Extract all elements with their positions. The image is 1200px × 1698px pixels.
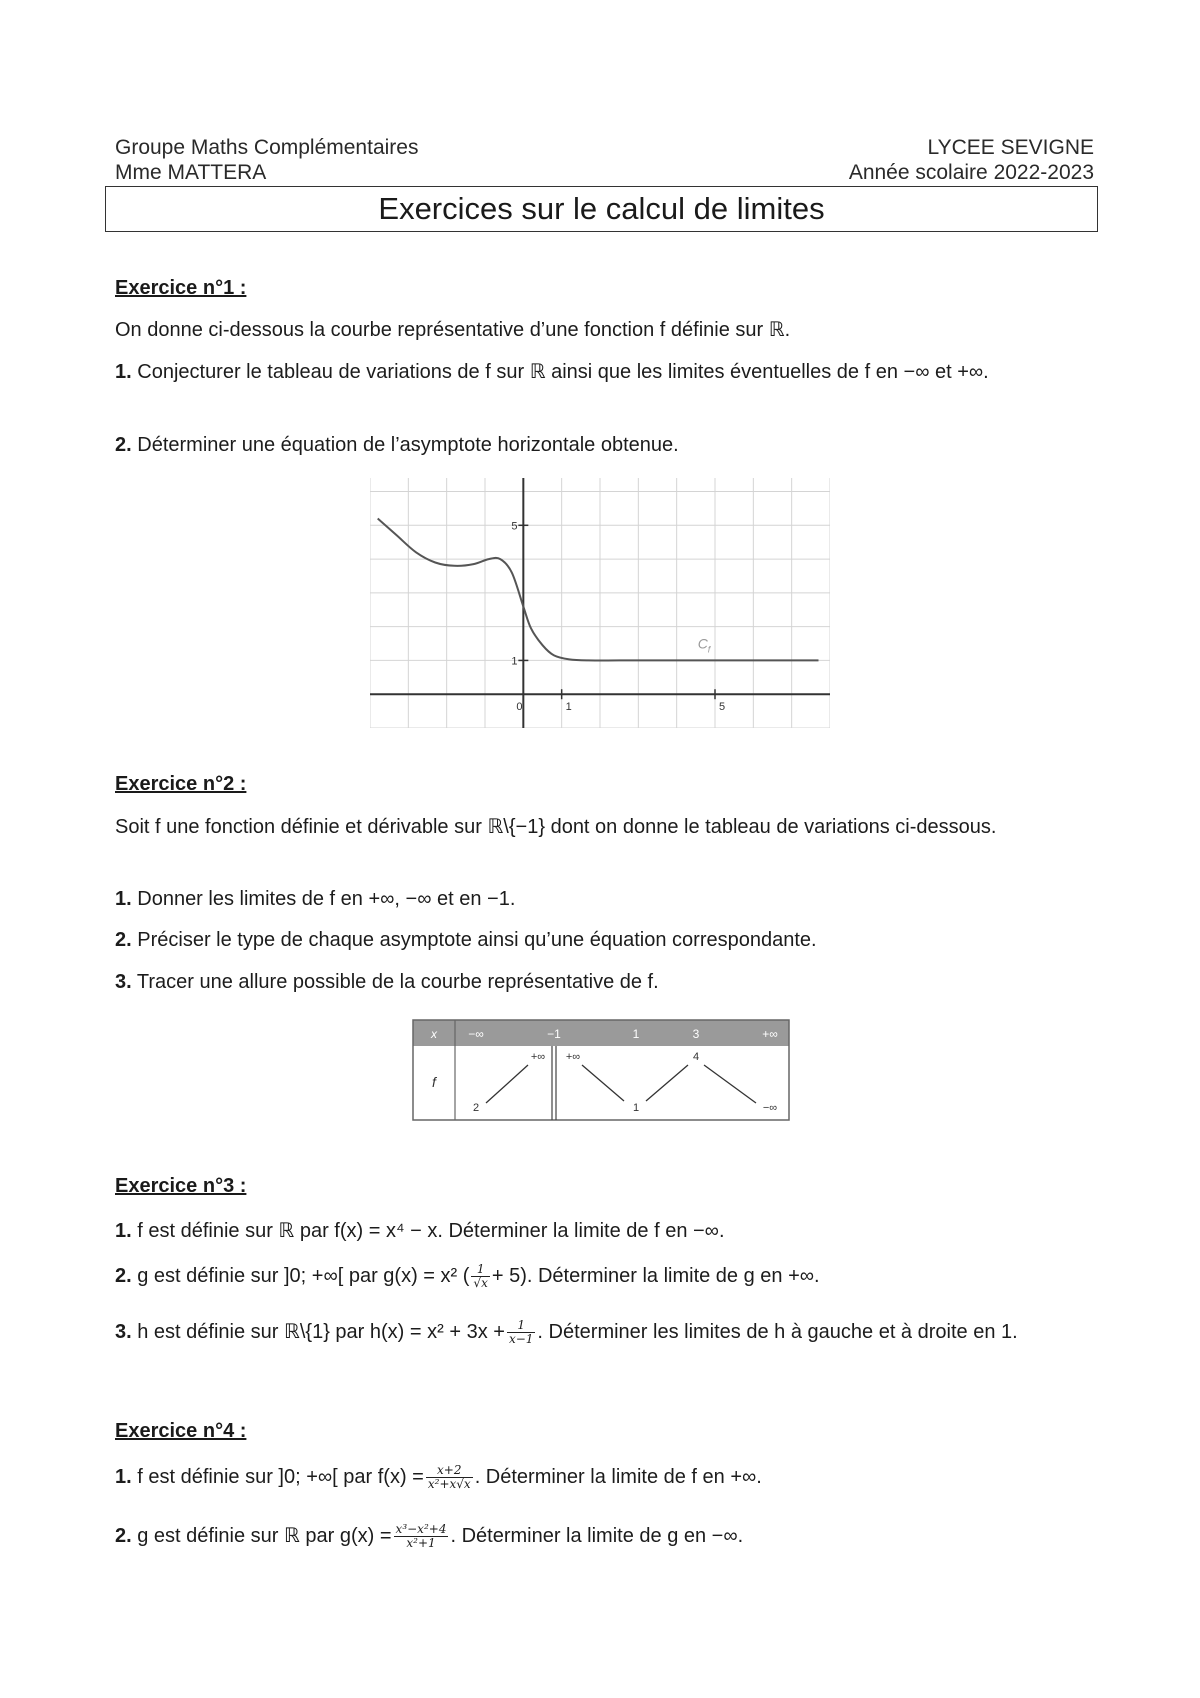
x-value-plus-infinity: +∞: [762, 1027, 778, 1041]
ex1-q1-number: 1.: [115, 361, 132, 383]
ex3-q3-text-b: . Déterminer les limites de h à gauche et à droite en 1.: [537, 1321, 1018, 1343]
ex3-q1-number: 1.: [115, 1220, 132, 1242]
x-value-three: 3: [692, 1027, 700, 1041]
ex4-title: Exercice n°4 :: [115, 1420, 247, 1442]
group-name: Groupe Maths Complémentaires: [115, 136, 419, 159]
ex2-q1-number: 1.: [115, 888, 132, 910]
variation-table-x-label: x: [431, 1027, 437, 1041]
f-value-4: 4: [692, 1051, 700, 1063]
x-value-minus-one: −1: [547, 1027, 561, 1041]
ex3-q3-fraction-numerator: 1: [507, 1319, 535, 1333]
x-value-one: 1: [632, 1027, 640, 1041]
ex2-title: Exercice n°2 :: [115, 773, 247, 795]
arrow-decreasing-2: [704, 1065, 756, 1103]
ex2-q3-number: 3.: [115, 971, 132, 993]
ex3-title: Exercice n°3 :: [115, 1175, 247, 1197]
curve-label: C: [697, 635, 708, 652]
ex2-question-3: [115, 968, 1095, 996]
ex3-q3-fraction: [507, 1319, 535, 1346]
ex3-q3-text-a: h est définie sur ℝ\{1} par h(x) = x² + 3x +: [137, 1321, 505, 1343]
y-tick-label: 1: [511, 655, 518, 668]
ex4-q2-text-b: . Déterminer la limite de g en −∞.: [450, 1525, 744, 1547]
page-title-box: [105, 186, 1098, 232]
ex4-q1-fraction-denominator: x²+x√x: [427, 1477, 471, 1492]
f-value-2: 2: [472, 1102, 480, 1114]
x-value-minus-infinity: −∞: [468, 1027, 484, 1041]
f-value-plus-infinity-right: +∞: [565, 1051, 581, 1063]
ex4-q1-text-a: f est définie sur ]0; +∞[ par f(x) =: [137, 1466, 424, 1488]
ex4-q1-text-b: . Déterminer la limite de f en +∞.: [474, 1466, 762, 1488]
ex4-q1-number: 1.: [115, 1466, 132, 1488]
ex2-q2-text: Préciser le type de chaque asymptote ainsi qu’une équation correspondante.: [137, 929, 817, 951]
ex1-title: Exercice n°1 :: [115, 277, 247, 299]
variation-table: [412, 1019, 790, 1121]
ex3-question-1: [115, 1217, 1095, 1245]
teacher-name: Mme MATTERA: [115, 161, 267, 184]
ex2-question-1: [115, 885, 1095, 913]
page-title: Exercices sur le calcul de limites: [378, 191, 825, 226]
ex3-q2-number: 2.: [115, 1265, 132, 1287]
ex3-q2-text-b: + 5). Déterminer la limite de g en +∞.: [491, 1265, 820, 1287]
y-tick-label: 5: [511, 520, 518, 533]
ex1-q2-number: 2.: [115, 434, 132, 456]
ex3-q2-fraction-denominator: √x: [473, 1276, 488, 1291]
school-year: Année scolaire 2022-2023: [848, 161, 1094, 184]
ex2-q2-number: 2.: [115, 929, 132, 951]
f-value-plus-infinity-left: +∞: [530, 1051, 546, 1063]
ex3-question-3: [115, 1318, 1055, 1346]
arrow-increasing-1: [486, 1065, 528, 1103]
ex1-q1-text: Conjecturer le tableau de variations de f sur ℝ ainsi que les limites éventuelles de f en −∞ et +∞.: [137, 361, 989, 383]
ex4-q1-fraction: [426, 1464, 473, 1491]
arrow-decreasing-1: [582, 1065, 624, 1101]
x-tick-label: 5: [719, 701, 726, 714]
ex3-q1-text: f est définie sur ℝ par f(x) = x⁴ − x. Déterminer la limite de f en −∞.: [137, 1220, 725, 1242]
ex4-q2-fraction-numerator: x³−x²+4: [395, 1522, 447, 1537]
ex3-q2-text-a: g est définie sur ]0; +∞[ par g(x) = x² (: [137, 1265, 470, 1287]
ex4-q2-number: 2.: [115, 1525, 132, 1547]
ex3-q2-fraction: [471, 1263, 489, 1290]
ex2-question-2: [115, 926, 1095, 954]
ex1-question-2: [115, 431, 1095, 459]
ex4-question-1: [115, 1463, 1095, 1491]
variation-table-f-label: f: [432, 1074, 436, 1090]
ex1-q2-text: Déterminer une équation de l’asymptote horizontale obtenue.: [137, 434, 679, 456]
school-name: LYCEE SEVIGNE: [927, 136, 1094, 159]
ex3-question-2: [115, 1262, 1095, 1290]
x-tick-label: 1: [565, 701, 572, 714]
ex4-question-2: [115, 1522, 1095, 1550]
ex4-q1-fraction-numerator: x+2: [426, 1464, 473, 1478]
ex2-q1-text: Donner les limites de f en +∞, −∞ et en −1.: [137, 888, 516, 910]
function-curve: [378, 519, 819, 661]
ex4-q2-text-a: g est définie sur ℝ par g(x) =: [137, 1525, 392, 1547]
ex1-intro: On donne ci-dessous la courbe représentative d’une fonction f définie sur ℝ.: [115, 319, 791, 341]
ex4-q2-fraction: [394, 1523, 449, 1550]
ex4-q2-fraction-denominator: x²+1: [406, 1536, 436, 1551]
curve-label-subscript: f: [707, 644, 711, 655]
ex3-q3-number: 3.: [115, 1321, 132, 1343]
ex2-intro: Soit f une fonction définie et dérivable sur ℝ\{−1} dont on donne le tableau de variations ci-dessous.: [115, 816, 997, 838]
ex3-q2-fraction-numerator: 1: [471, 1263, 489, 1277]
ex1-question-1: [115, 358, 1095, 386]
arrow-increasing-2: [646, 1065, 688, 1101]
ex3-q3-fraction-denominator: x−1: [508, 1332, 534, 1347]
x-tick-label: 0: [516, 701, 523, 714]
function-graph: [370, 478, 830, 728]
ex2-q3-text: Tracer une allure possible de la courbe représentative de f.: [136, 971, 659, 993]
f-value-1: 1: [632, 1102, 640, 1114]
f-value-minus-infinity: −∞: [762, 1102, 778, 1114]
